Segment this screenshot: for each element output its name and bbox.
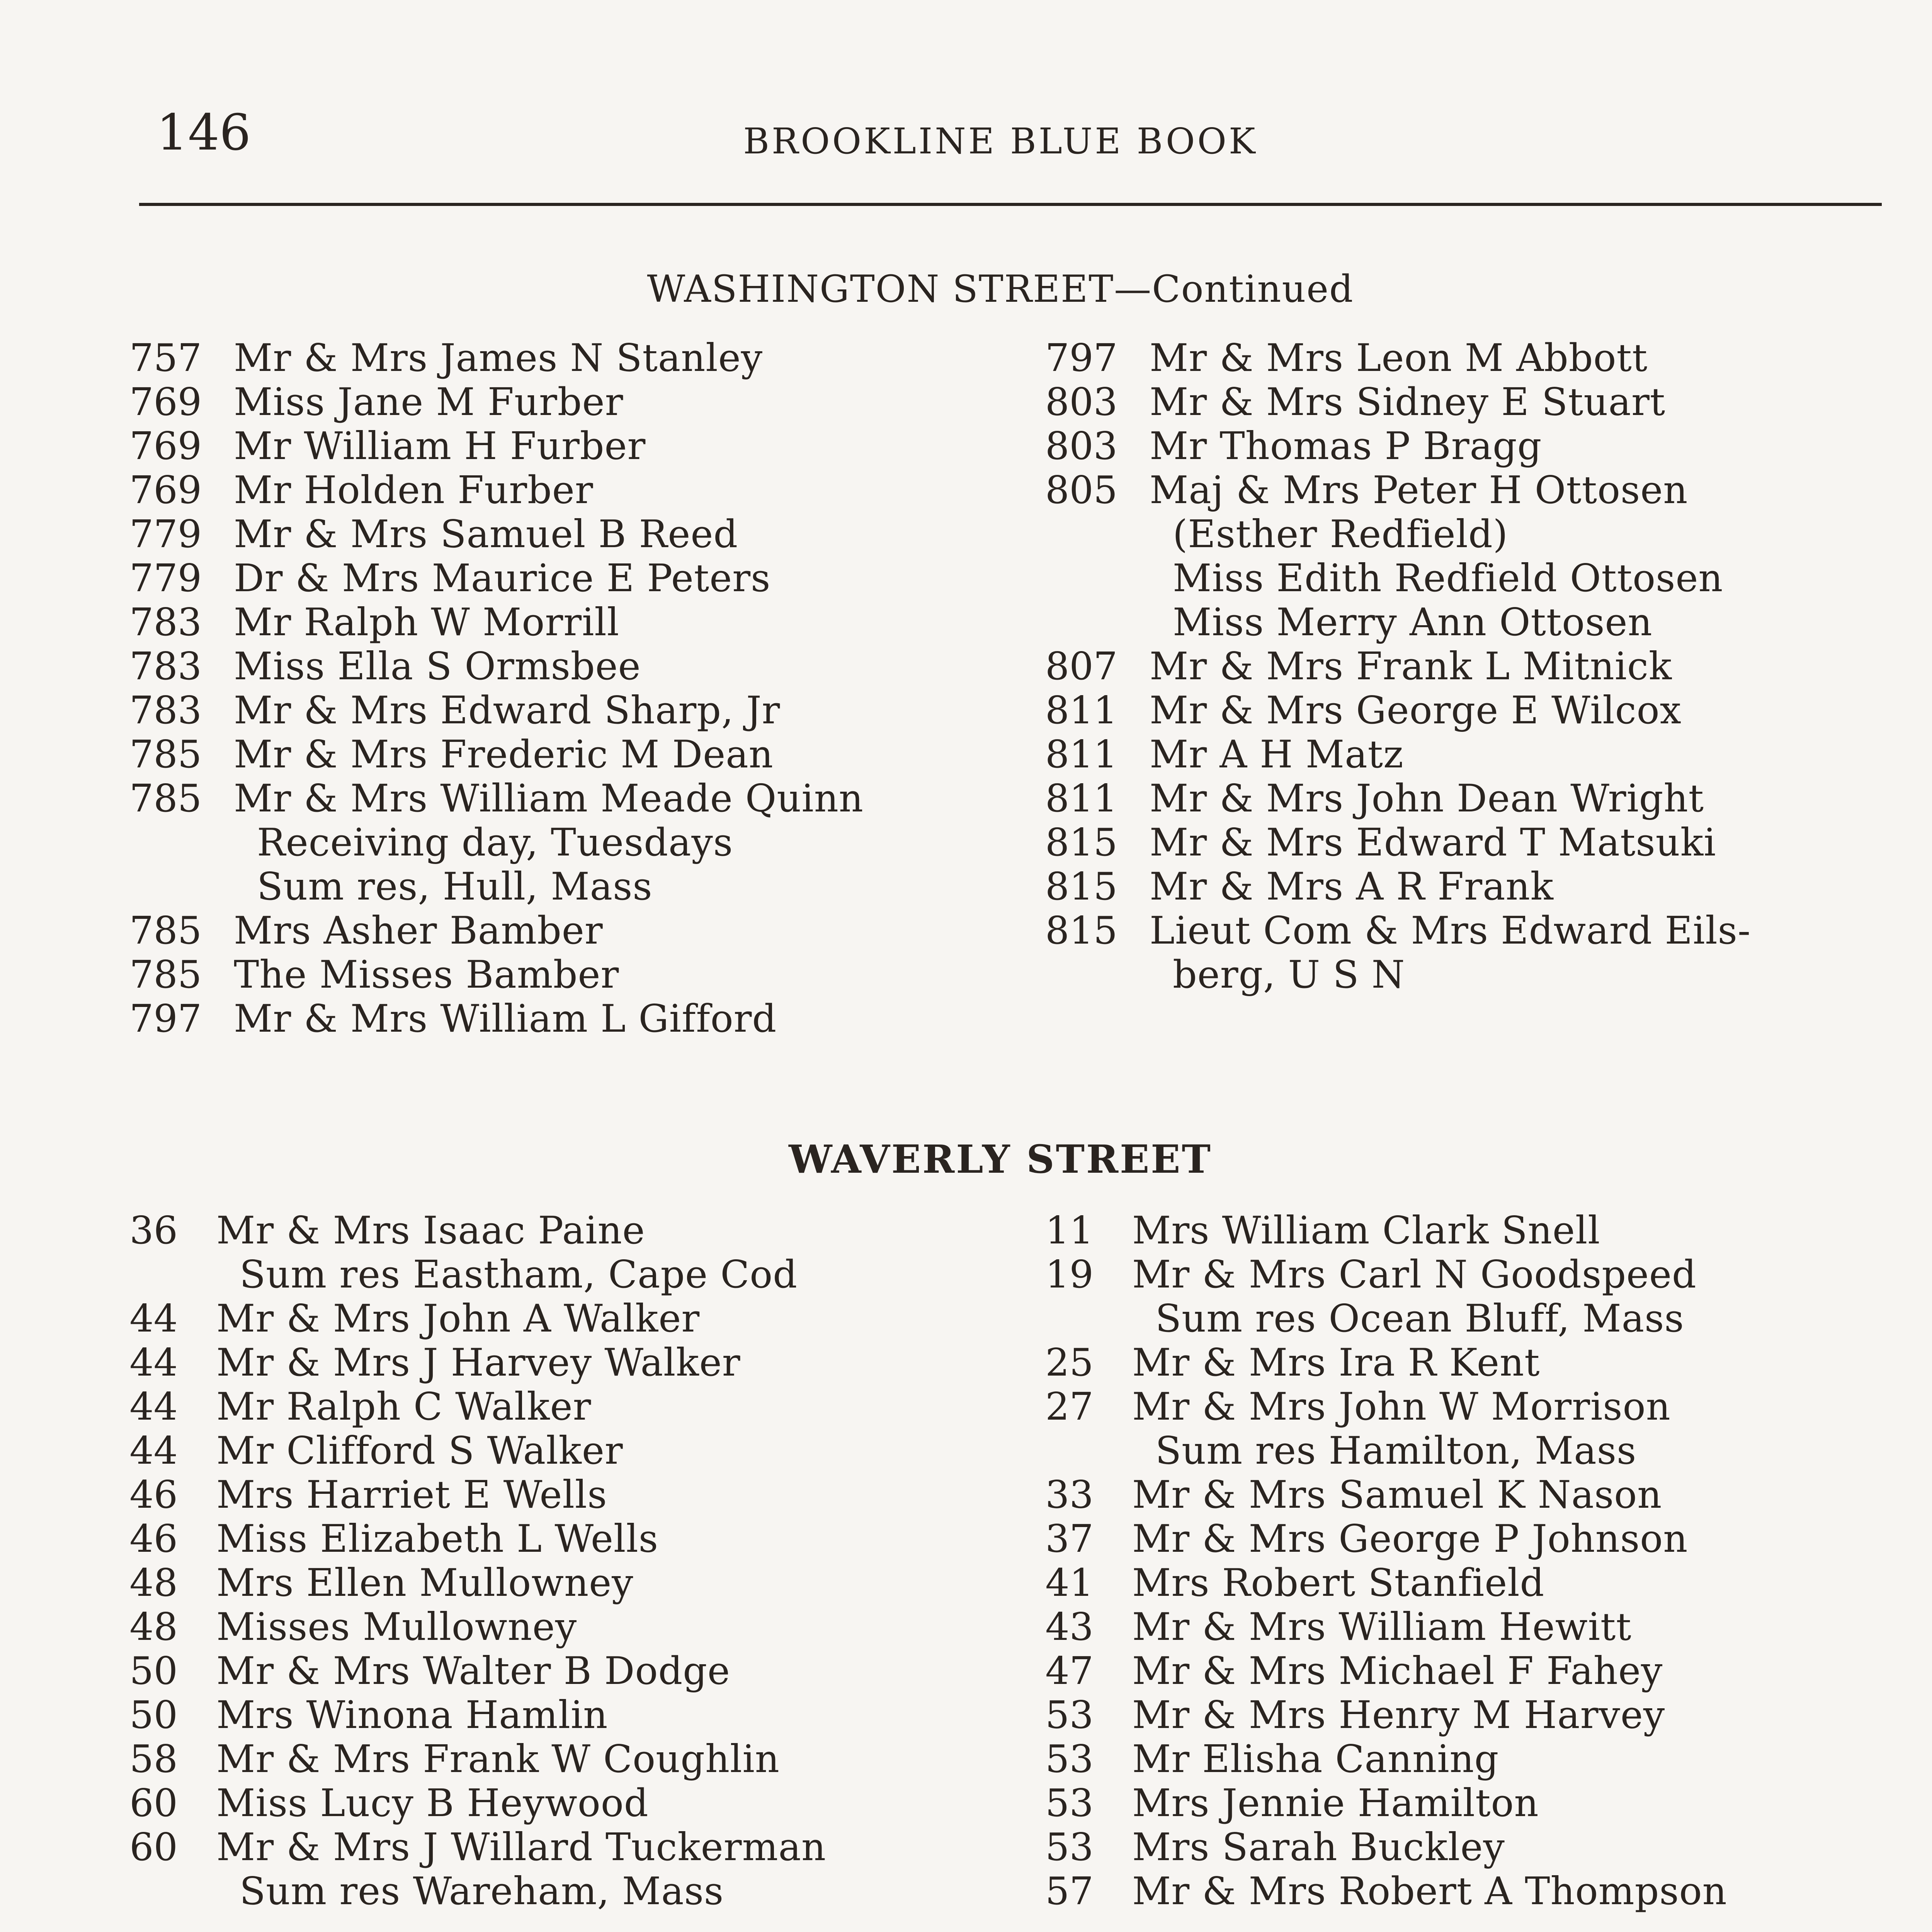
resident-name: Mrs Jennie Hamilton [1132,1781,1539,1825]
resident-name: Receiving day, Tuesdays [257,821,733,865]
resident-name: Mr Thomas P Bragg [1150,424,1542,468]
house-number: 50 [129,1693,178,1737]
house-number: 53 [1045,1693,1094,1737]
house-number: 803 [1045,380,1118,424]
resident-name: Mr & Mrs John Dean Wright [1150,777,1704,821]
resident-name: Lieut Com & Mrs Edward Eils- [1150,909,1751,953]
house-number: 779 [129,512,202,556]
page-number: 146 [156,104,251,162]
house-number: 785 [129,953,202,997]
resident-name: Miss Merry Ann Ottosen [1173,600,1653,645]
house-number: 57 [1045,1869,1094,1913]
house-number: 19 [1045,1253,1094,1297]
house-number: 60 [129,1781,178,1825]
house-number: 783 [129,600,202,645]
resident-name: Mr & Mrs William Meade Quinn [234,777,864,821]
resident-name: Mr Elisha Canning [1132,1737,1499,1781]
resident-name: Mr Holden Furber [234,468,594,512]
house-number: 785 [129,777,202,821]
house-number: 815 [1045,909,1118,953]
resident-name: Mr & Mrs Sidney E Stuart [1150,380,1666,424]
resident-name: Sum res, Hull, Mass [257,865,653,909]
resident-name: The Misses Bamber [234,953,619,997]
resident-name: Miss Ella S Ormsbee [234,645,641,689]
resident-name: Mr & Mrs Henry M Harvey [1132,1693,1665,1737]
running-title: BROOKLINE BLUE BOOK [743,121,1258,162]
house-number: 25 [1045,1341,1094,1385]
house-number: 811 [1045,733,1118,777]
resident-name: Miss Lucy B Heywood [216,1781,649,1825]
section-title-waverly: WAVERLY STREET [789,1136,1212,1182]
resident-name: Mrs Asher Bamber [234,909,603,953]
house-number: 44 [129,1429,178,1473]
house-number: 44 [129,1297,178,1341]
house-number: 44 [129,1385,178,1429]
resident-name: Mr & Mrs Samuel B Reed [234,512,738,556]
resident-name: Mr A H Matz [1150,733,1404,777]
house-number: 53 [1045,1737,1094,1781]
resident-name: Mr & Mrs John W Morrison [1132,1385,1671,1429]
resident-name: Mr William H Furber [234,424,646,468]
house-number: 769 [129,468,202,512]
resident-name: Mrs Ellen Mullowney [216,1561,634,1605]
house-number: 43 [1045,1605,1094,1649]
resident-name: Maj & Mrs Peter H Ottosen [1150,468,1688,512]
resident-name: Miss Edith Redfield Ottosen [1173,556,1723,600]
resident-name: Mrs Sarah Buckley [1132,1825,1505,1869]
resident-name: Mr & Mrs Frederic M Dean [234,733,774,777]
house-number: 797 [1045,336,1118,380]
house-number: 36 [129,1209,178,1253]
resident-name: Mr & Mrs Carl N Goodspeed [1132,1253,1697,1297]
resident-name: Mr & Mrs George P Johnson [1132,1517,1688,1561]
resident-name: berg, U S N [1173,953,1405,997]
resident-name: Mr Ralph W Morrill [234,600,620,645]
resident-name: Mr Clifford S Walker [216,1429,623,1473]
house-number: 785 [129,733,202,777]
resident-name: Dr & Mrs Maurice E Peters [234,556,771,600]
house-number: 60 [129,1825,178,1869]
resident-name: Mrs Robert Stanfield [1132,1561,1545,1605]
resident-name: Miss Elizabeth L Wells [216,1517,659,1561]
resident-name: Mr & Mrs William Hewitt [1132,1605,1632,1649]
resident-name: Mr & Mrs George E Wilcox [1150,689,1682,733]
section-title-washington: WASHINGTON STREET—Continued [647,267,1354,311]
house-number: 811 [1045,689,1118,733]
house-number: 53 [1045,1781,1094,1825]
house-number: 785 [129,909,202,953]
resident-name: Sum res Ocean Bluff, Mass [1155,1297,1684,1341]
house-number: 48 [129,1605,178,1649]
house-number: 805 [1045,468,1118,512]
house-number: 815 [1045,865,1118,909]
resident-name: Sum res Hamilton, Mass [1155,1429,1637,1473]
resident-name: Mr & Mrs J Willard Tuckerman [216,1825,827,1869]
house-number: 58 [129,1737,178,1781]
house-number: 779 [129,556,202,600]
house-number: 803 [1045,424,1118,468]
resident-name: Misses Mullowney [216,1605,577,1649]
resident-name: Mr & Mrs Samuel K Nason [1132,1473,1662,1517]
house-number: 757 [129,336,202,380]
resident-name: Sum res Eastham, Cape Cod [240,1253,798,1297]
resident-name: Mr & Mrs Isaac Paine [216,1209,645,1253]
resident-name: Mr & Mrs Frank L Mitnick [1150,645,1672,689]
resident-name: Mr & Mrs Michael F Fahey [1132,1649,1663,1693]
resident-name: Mr & Mrs Leon M Abbott [1150,336,1648,380]
resident-name: Mr & Mrs James N Stanley [234,336,763,380]
resident-name: Mrs Winona Hamlin [216,1693,608,1737]
house-number: 46 [129,1517,178,1561]
resident-name: Mrs William Clark Snell [1132,1209,1600,1253]
house-number: 769 [129,380,202,424]
resident-name: Mr & Mrs John A Walker [216,1297,700,1341]
house-number: 41 [1045,1561,1094,1605]
resident-name: Mr & Mrs William L Gifford [234,997,777,1041]
resident-name: (Esther Redfield) [1173,512,1508,556]
resident-name: Mr & Mrs Edward Sharp, Jr [234,689,781,733]
house-number: 811 [1045,777,1118,821]
resident-name: Mr & Mrs A R Frank [1150,865,1554,909]
resident-name: Mr & Mrs Robert A Thompson [1132,1869,1727,1913]
house-number: 33 [1045,1473,1094,1517]
house-number: 46 [129,1473,178,1517]
house-number: 815 [1045,821,1118,865]
resident-name: Miss Jane M Furber [234,380,624,424]
resident-name: Mr & Mrs J Harvey Walker [216,1341,741,1385]
resident-name: Mrs Harriet E Wells [216,1473,607,1517]
house-number: 27 [1045,1385,1094,1429]
house-number: 769 [129,424,202,468]
house-number: 783 [129,689,202,733]
resident-name: Sum res Wareham, Mass [240,1869,724,1913]
house-number: 783 [129,645,202,689]
resident-name: Mr & Mrs Frank W Coughlin [216,1737,780,1781]
house-number: 37 [1045,1517,1094,1561]
house-number: 48 [129,1561,178,1605]
house-number: 797 [129,997,202,1041]
house-number: 50 [129,1649,178,1693]
house-number: 47 [1045,1649,1094,1693]
resident-name: Mr & Mrs Edward T Matsuki [1150,821,1716,865]
house-number: 53 [1045,1825,1094,1869]
house-number: 44 [129,1341,178,1385]
resident-name: Mr & Mrs Walter B Dodge [216,1649,730,1693]
house-number: 807 [1045,645,1118,689]
header-rule [139,203,1882,206]
house-number: 11 [1045,1209,1094,1253]
resident-name: Mr Ralph C Walker [216,1385,592,1429]
resident-name: Mr & Mrs Ira R Kent [1132,1341,1540,1385]
